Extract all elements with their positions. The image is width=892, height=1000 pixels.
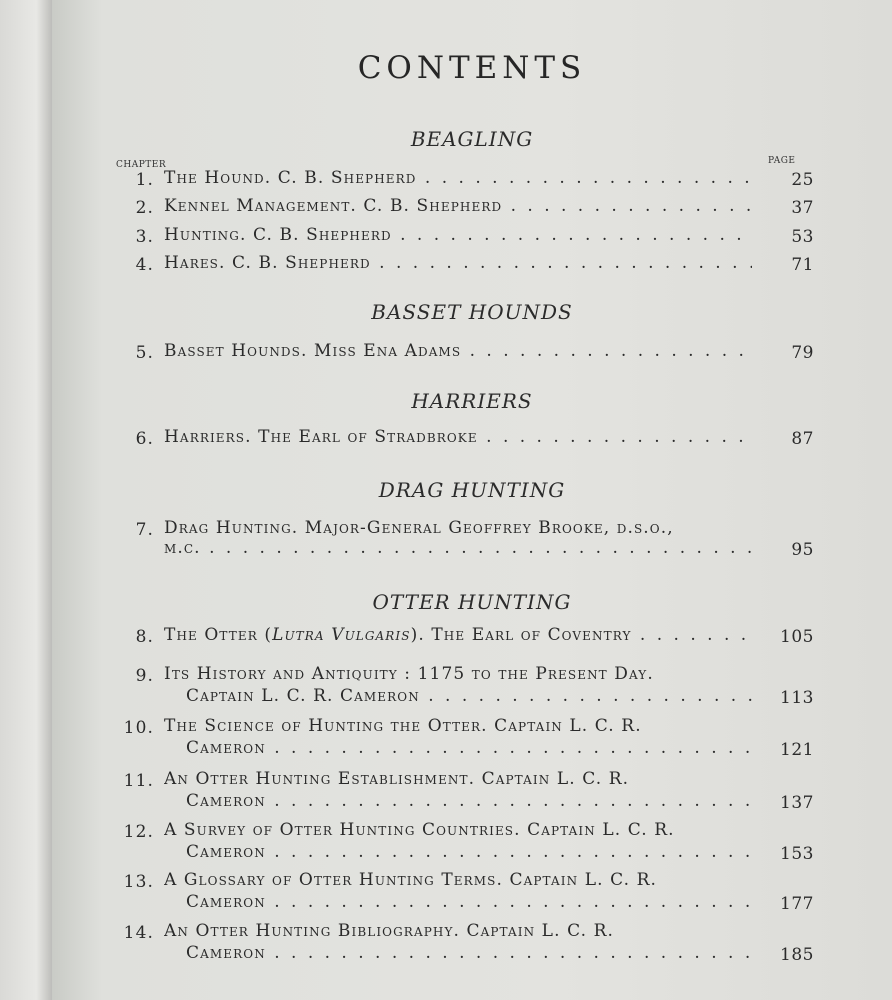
section-title-basset-hounds: BASSET HOUNDS (371, 300, 573, 324)
chapter-title: A Survey of Otter Hunting Countries. Captain L. C. R. (164, 820, 675, 840)
chapter-number: 4. (135, 255, 154, 275)
page-number: 37 (791, 198, 814, 218)
page-number: 53 (791, 227, 814, 247)
toc-line (112, 791, 814, 817)
chapter-number: 13. (123, 872, 154, 892)
chapter-title: A Glossary of Otter Hunting Terms. Captain L. C. R. (164, 870, 658, 890)
toc-line (112, 738, 814, 764)
chapter-title: Harriers. The Earl of Stradbroke . . (164, 427, 752, 447)
chapter-title-continued: m.c. . . (164, 538, 752, 558)
chapter-number: 5. (135, 343, 154, 363)
species-name: Lutra Vulgaris (272, 625, 411, 645)
chapter-title-continued: Cameron . . (186, 943, 752, 963)
chapter-number: 11. (123, 771, 154, 791)
page-number: 25 (791, 170, 814, 190)
chapter-title: Drag Hunting. Major-General Geoffrey Brooke, d.s.o., (164, 518, 674, 538)
chapter-title: Its History and Antiquity : 1175 to the Present Day. (164, 664, 654, 684)
toc-line (112, 427, 814, 453)
page-title: CONTENTS (357, 50, 587, 86)
chapter-number: 1. (135, 170, 154, 190)
chapter-column-label: CHAPTER (116, 160, 167, 170)
chapter-number: 10. (123, 718, 154, 738)
chapter-number: 8. (135, 627, 154, 647)
chapter-number: 12. (123, 822, 154, 842)
toc-line (112, 253, 814, 279)
toc-line (112, 842, 814, 868)
chapter-title-continued: Cameron . . (186, 738, 752, 758)
toc-line (112, 686, 814, 712)
page-number: 71 (791, 255, 814, 275)
page-number: 121 (780, 740, 814, 760)
chapter-title: An Otter Hunting Establishment. Captain L. C. R. (164, 769, 630, 789)
toc-line (112, 625, 814, 651)
chapter-number: 7. (135, 520, 154, 540)
chapter-number: 2. (135, 198, 154, 218)
page-number: 87 (791, 429, 814, 449)
chapter-title: Kennel Management. C. B. Shepherd . . (164, 196, 752, 216)
chapter-number: 9. (135, 666, 154, 686)
chapter-title-continued: Cameron . . (186, 842, 752, 862)
page-number: 185 (780, 945, 814, 965)
toc-line (112, 341, 814, 367)
toc-line (112, 168, 814, 194)
page-column-label: PAGE (768, 156, 796, 166)
section-title-otter-hunting: OTTER HUNTING (372, 590, 572, 614)
chapter-title-continued: Captain L. C. R. Cameron . . (186, 686, 752, 706)
chapter-title: The Hound. C. B. Shepherd . . (164, 168, 752, 188)
chapter-title-part: ). The Earl of Coventry (410, 625, 632, 645)
page-number: 79 (791, 343, 814, 363)
page-number: 105 (780, 627, 814, 647)
chapter-title (164, 625, 752, 645)
chapter-title-continued: Cameron . . (186, 892, 752, 912)
chapter-title: An Otter Hunting Bibliography. Captain L. C. R. (164, 921, 614, 941)
section-title-drag-hunting: DRAG HUNTING (378, 478, 566, 502)
chapter-title-continued: Cameron . . (186, 791, 752, 811)
section-title-beagling: BEAGLING (410, 127, 534, 151)
page-number: 113 (780, 688, 814, 708)
toc-line (112, 225, 814, 251)
section-title-harriers: HARRIERS (411, 389, 533, 413)
page-number: 177 (780, 894, 814, 914)
left-page-edge (0, 0, 52, 1000)
toc-line (112, 538, 814, 564)
page-number: 137 (780, 793, 814, 813)
toc-line (112, 196, 814, 222)
contents-page (52, 0, 892, 1000)
chapter-title: Hares. C. B. Shepherd . . (164, 253, 752, 273)
chapter-title: Hunting. C. B. Shepherd . . (164, 225, 752, 245)
chapter-title: The Science of Hunting the Otter. Captain L. C. R. (164, 716, 642, 736)
chapter-title: Basset Hounds. Miss Ena Adams . . (164, 341, 752, 361)
toc-line (112, 892, 814, 918)
chapter-number: 14. (123, 923, 154, 943)
chapter-number: 3. (135, 227, 154, 247)
chapter-number: 6. (135, 429, 154, 449)
page-number: 153 (780, 844, 814, 864)
page-number: 95 (791, 540, 814, 560)
chapter-title-part: The Otter ( (164, 625, 273, 645)
toc-line (112, 943, 814, 969)
